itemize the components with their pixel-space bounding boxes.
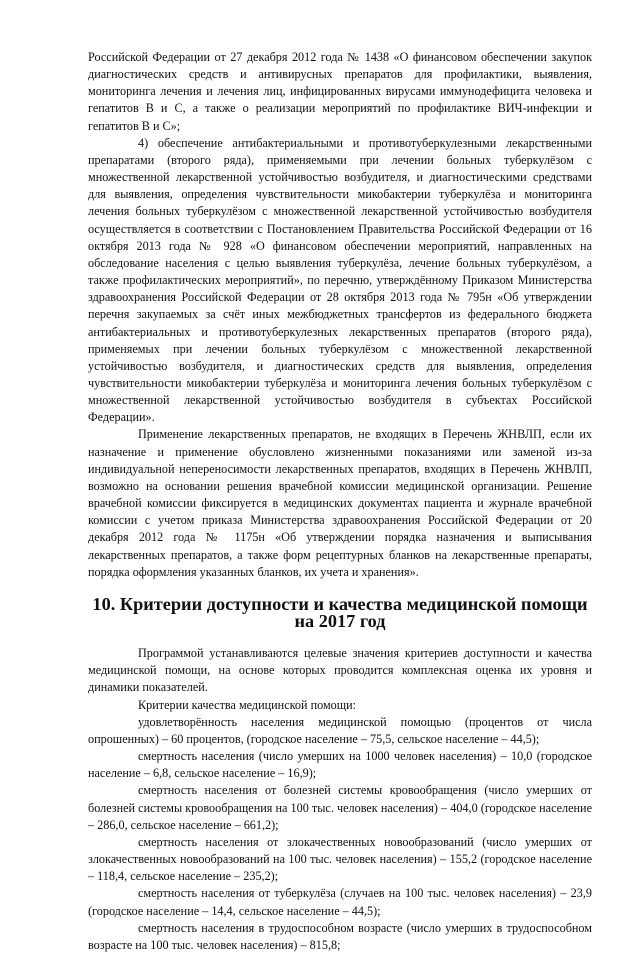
- paragraph: Критерии качества медицинской помощи:: [138, 697, 357, 712]
- paragraph: Программой устанавливаются целевые значения критериев доступности и качества медицинской помощи, на основе которых проводится комплексная оценка их уровня и динамики показателей.: [88, 646, 592, 695]
- paragraph: смертность населения от злокачественных новообразований (число умерших от злокачественных новообразований на 100 тыс. человек населения) – 155,2 (городское население – 118,4, сельское население – 235,2);: [88, 834, 592, 884]
- paragraph: смертность населения от болезней системы кровообращения (число умерших от болезней системы кровообращения на 100 тыс. человек населения) – 404,0 (городское население – 286,0, сельское население – 661,2);: [88, 783, 592, 832]
- paragraph: смертность населения (число умерших на 1000 человек населения) – 10,0 (городское население – 6,8, сельское население – 16,9);: [88, 749, 592, 781]
- paragraphs-top: [88, 49, 592, 581]
- paragraphs-bottom: [88, 645, 592, 954]
- paragraph: 4) обеспечение антибактериальными и противотуберкулезными лекарственными препаратами (второго ряда), применяемыми при лечении больных туберкулёзом с множественной лекарственной устойчивостью возбудителя, и диагностическими средствами для выявления, определения чувствительности микобактерии туберкулёза и мониторинга лечения больных туберкулёзом с множественной лекарственной устойчивостью возбудителя осуществляется в соответствии с Постановлением Правительства Российской Федерации от 16 октября 2013 года № 928 «О финансовом обеспечении мероприятий, направленных на обследование населения с целью выявления туберкулёза, лечение больных туберкулёзом, а также профилактических мероприятий», по перечню, утверждённому Приказом Министерства здравоохранения Российской Федерации от 28 октября 2013 года № 795н «Об утверждении перечня закупаемых за счёт иных межбюджетных трансфертов из федерального бюджета антибактериальных и противотуберкулезных лекарственных препаратов (второго ряда), применяемых при лечении больных туберкулёзом с множественной лекарственной устойчивостью возбудителя, и диагностических средств для выявления, определения чувствительности микобактерии туберкулёза и мониторинга лечения больных туберкулёзом с множественной лекарственной устойчивостью возбудителя в субъектах Российской Федерации».: [88, 135, 592, 425]
- paragraph: Российской Федерации от 27 декабря 2012 года № 1438 «О финансовом обеспечении закупок диагностических средств и антивирусных препаратов для профилактики, выявления, мониторинга лечения и лечения лиц, инфицированных вирусами иммунодефицита человека и гепатитов B и C, а также о реализации мероприятий по профилактике ВИЧ-инфекции и гепатитов B и C»;: [88, 50, 592, 133]
- paragraph: удовлетворённость населения медицинской помощью (процентов от числа опрошенных) – 60 процентов, (городское население – 75,5, сельское население – 44,5);: [88, 714, 592, 746]
- paragraph: смертность населения в трудоспособном возрасте (число умерших в трудоспособном возрасте на 100 тыс. человек населения) – 815,8;: [88, 920, 592, 952]
- section-heading: 10. Критерии доступности и качества медицинской помощи на 2017 год: [92, 593, 588, 631]
- paragraph: Применение лекарственных препаратов, не входящих в Перечень ЖНВЛП, если их назначение и применение обусловлено жизненными показаниями или заменой из-за индивидуальной непереносимости лекарственных препаратов, входящих в Перечень ЖНВЛП, возможно на основании решения врачебной комиссии медицинской организации. Решение врачебной комиссии фиксируется в медицинских документах пациента и журнале врачебной комиссии с учетом приказа Министерства здравоохранения Российской Федерации от 20 декабря 2012 года № 1175н «Об утверждении порядка назначения и выписывания лекарственных препаратов, а также форм рецептурных бланков на лекарственные препараты, порядка оформления указанных бланков, их учета и хранения».: [88, 427, 592, 579]
- paragraph: смертность населения от туберкулёза (случаев на 100 тыс. человек населения) – 23,9 (городское население – 14,4, сельское население – 44,5);: [88, 886, 592, 918]
